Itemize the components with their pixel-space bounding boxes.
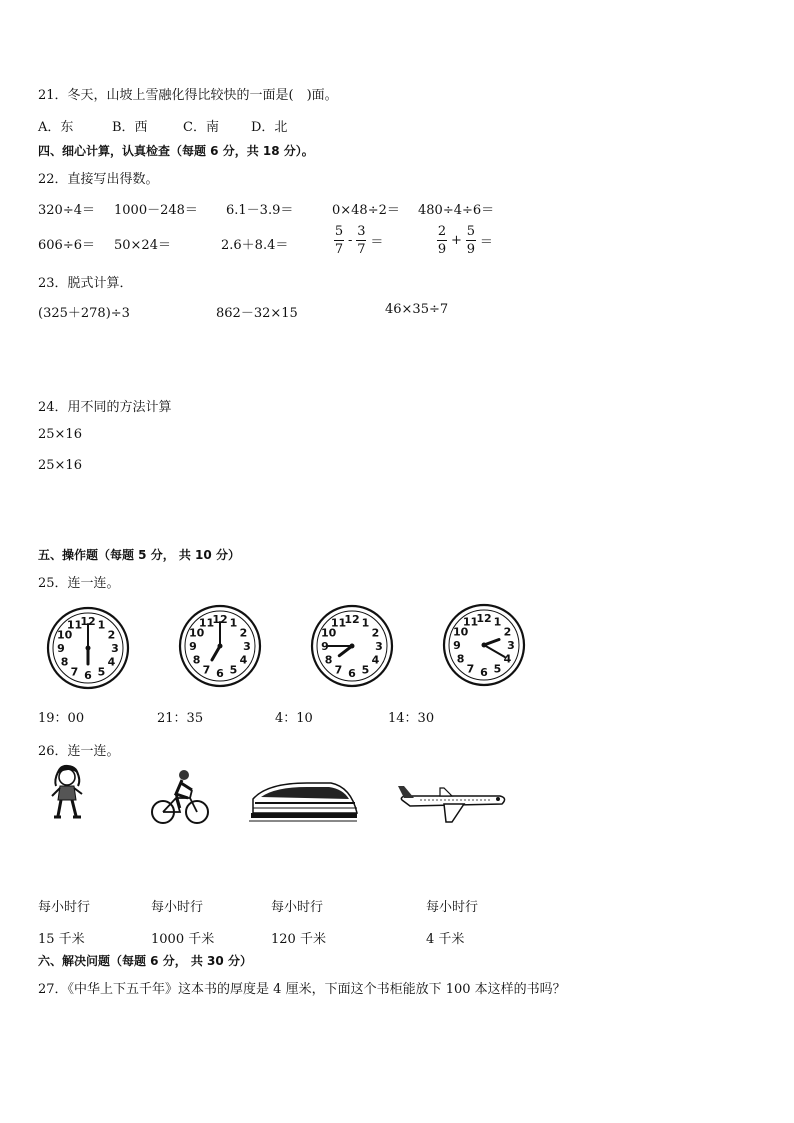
clock-numeral: 4 (371, 653, 380, 667)
clock-numeral: 5 (361, 663, 370, 677)
clock-numeral: 7 (70, 665, 79, 679)
q21-text: 21．冬天，山坡上雪融化得比较快的一面是( )面。 (38, 88, 338, 103)
q22-expr: 0×48÷2＝ (332, 203, 400, 218)
operator: - (348, 233, 353, 248)
clock-numeral: 10 (452, 625, 469, 639)
clock-numeral: 2 (371, 626, 380, 640)
fraction (334, 224, 344, 257)
clock-numeral: 3 (375, 640, 383, 653)
clock-numeral: 4 (107, 655, 116, 669)
clock-numeral: 5 (97, 665, 106, 679)
q26-speed-label: 每小时行 (426, 900, 479, 915)
clock-numeral: 5 (229, 663, 238, 677)
q26-speed-label: 每小时行 (38, 900, 91, 915)
clock-center (482, 643, 487, 648)
clock-center (218, 644, 223, 649)
clock-numeral: 12 (344, 613, 360, 626)
q26-speed-value: 4 千米 (426, 932, 465, 947)
clock-numeral: 1 (361, 616, 370, 630)
q22-fraction-expr (334, 224, 383, 257)
cyclist-icon (150, 768, 210, 828)
q26-speed-value: 1000 千米 (151, 932, 215, 947)
q21-option-d: D．北 (251, 120, 288, 135)
clock-center (86, 646, 91, 651)
q22-expr: 50×24＝ (114, 238, 171, 253)
q27-text: 27．《中华上下五千年》这本书的厚度是 4 厘米，下面这个书柜能放下 100 本这样的书吗？ (38, 982, 566, 997)
operator: + (451, 233, 462, 248)
numerator: 3 (357, 224, 366, 239)
numerator: 5 (466, 224, 476, 239)
clock-numeral: 6 (216, 667, 224, 680)
clock-numeral: 6 (348, 667, 356, 680)
clock-numeral: 2 (503, 625, 512, 639)
clock-numeral: 1 (97, 618, 106, 632)
q21-option-c: C．南 (183, 120, 219, 135)
q22-expr: 2.6＋8.4＝ (221, 238, 289, 253)
section5-heading: 五、操作题（每题 5 分， 共 10 分） (38, 548, 240, 562)
clock-numeral: 1 (493, 615, 502, 629)
clock-numeral: 2 (107, 628, 116, 642)
denominator: 9 (437, 242, 447, 257)
clock-numeral: 11 (330, 616, 347, 630)
equals: ＝ (370, 235, 384, 250)
clock-numeral: 6 (84, 669, 92, 682)
q26-speed-value: 120 千米 (271, 932, 326, 947)
clock-numeral: 7 (202, 663, 211, 677)
q22-expr: 6.1－3.9＝ (226, 203, 294, 218)
clock-numeral: 6 (480, 666, 488, 679)
q21-option-a: A．东 (38, 120, 74, 135)
clock-numeral: 4 (503, 652, 512, 666)
q25-time: 4：10 (275, 711, 313, 726)
clock-numeral: 11 (462, 615, 479, 629)
q22-expr: 1000－248＝ (114, 203, 198, 218)
airplane-icon (394, 782, 508, 828)
q24-text: 24．用不同的方法计算 (38, 400, 172, 415)
clock-numeral: 8 (324, 653, 333, 667)
q25-time: 19：00 (38, 711, 85, 726)
clock-numeral: 12 (212, 613, 228, 626)
clock-numeral: 4 (239, 653, 248, 667)
clock-numeral: 9 (189, 640, 197, 653)
clock-numeral: 1 (229, 616, 238, 630)
q25-time: 14：30 (388, 711, 435, 726)
q22-text: 22．直接写出得数。 (38, 172, 159, 187)
clock-numeral: 10 (188, 626, 205, 640)
clock-numeral: 9 (57, 642, 65, 655)
clock-numeral: 3 (507, 639, 515, 652)
clock-numeral: 9 (453, 639, 461, 652)
clock-numeral: 10 (56, 628, 73, 642)
q24-line: 25×16 (38, 458, 82, 473)
q26-text: 26．连一连。 (38, 744, 120, 759)
q23-item: 46×35÷7 (385, 302, 449, 317)
numerator: 2 (437, 224, 447, 239)
q22-expr: 606÷6＝ (38, 238, 95, 253)
child-walking-icon (46, 762, 88, 824)
clock-numeral: 8 (192, 653, 201, 667)
fraction (466, 224, 476, 257)
q26-speed-label: 每小时行 (151, 900, 204, 915)
denominator: 7 (334, 242, 344, 257)
clock-numeral: 12 (80, 615, 96, 628)
section6-heading: 六、解决问题（每题 6 分， 共 30 分） (38, 954, 252, 968)
q25-text: 25．连一连。 (38, 576, 120, 591)
q23-item: 862－32×15 (216, 306, 298, 321)
clock-numeral: 8 (60, 655, 69, 669)
clock-numeral: 3 (111, 642, 119, 655)
q22-fraction-expr (437, 224, 493, 257)
clock-numeral: 3 (243, 640, 251, 653)
q23-item: (325＋278)÷3 (38, 306, 130, 321)
denominator: 7 (357, 242, 366, 257)
clock-icon (442, 603, 526, 687)
clock-numeral: 2 (239, 626, 248, 640)
q24-line: 25×16 (38, 427, 82, 442)
clock-icon (178, 604, 262, 688)
clock-numeral: 9 (321, 640, 329, 653)
fraction (437, 224, 447, 257)
q22-expr: 480÷4÷6＝ (418, 203, 495, 218)
train-icon (247, 777, 359, 825)
fraction (356, 224, 366, 257)
clock-numeral: 12 (476, 612, 492, 625)
q25-time: 21：35 (157, 711, 204, 726)
numerator: 5 (334, 224, 344, 239)
q26-speed-value: 15 千米 (38, 932, 85, 947)
clock-numeral: 7 (334, 663, 343, 677)
q23-text: 23．脱式计算． (38, 276, 133, 291)
denominator: 9 (466, 242, 476, 257)
clock-numeral: 10 (320, 626, 337, 640)
clock-numeral: 11 (66, 618, 83, 632)
clock-icon (310, 604, 394, 688)
section4-heading: 四、细心计算，认真检查（每题 6 分，共 18 分）。 (38, 144, 314, 158)
clock-icon (46, 606, 130, 690)
clock-numeral: 5 (493, 662, 502, 676)
q26-speed-label: 每小时行 (271, 900, 324, 915)
clock-numeral: 11 (198, 616, 215, 630)
clock-center (350, 644, 355, 649)
clock-numeral: 7 (466, 662, 475, 676)
equals: ＝ (479, 235, 493, 250)
q21-option-b: B．西 (112, 120, 148, 135)
clock-numeral: 8 (456, 652, 465, 666)
q22-expr: 320÷4＝ (38, 203, 95, 218)
